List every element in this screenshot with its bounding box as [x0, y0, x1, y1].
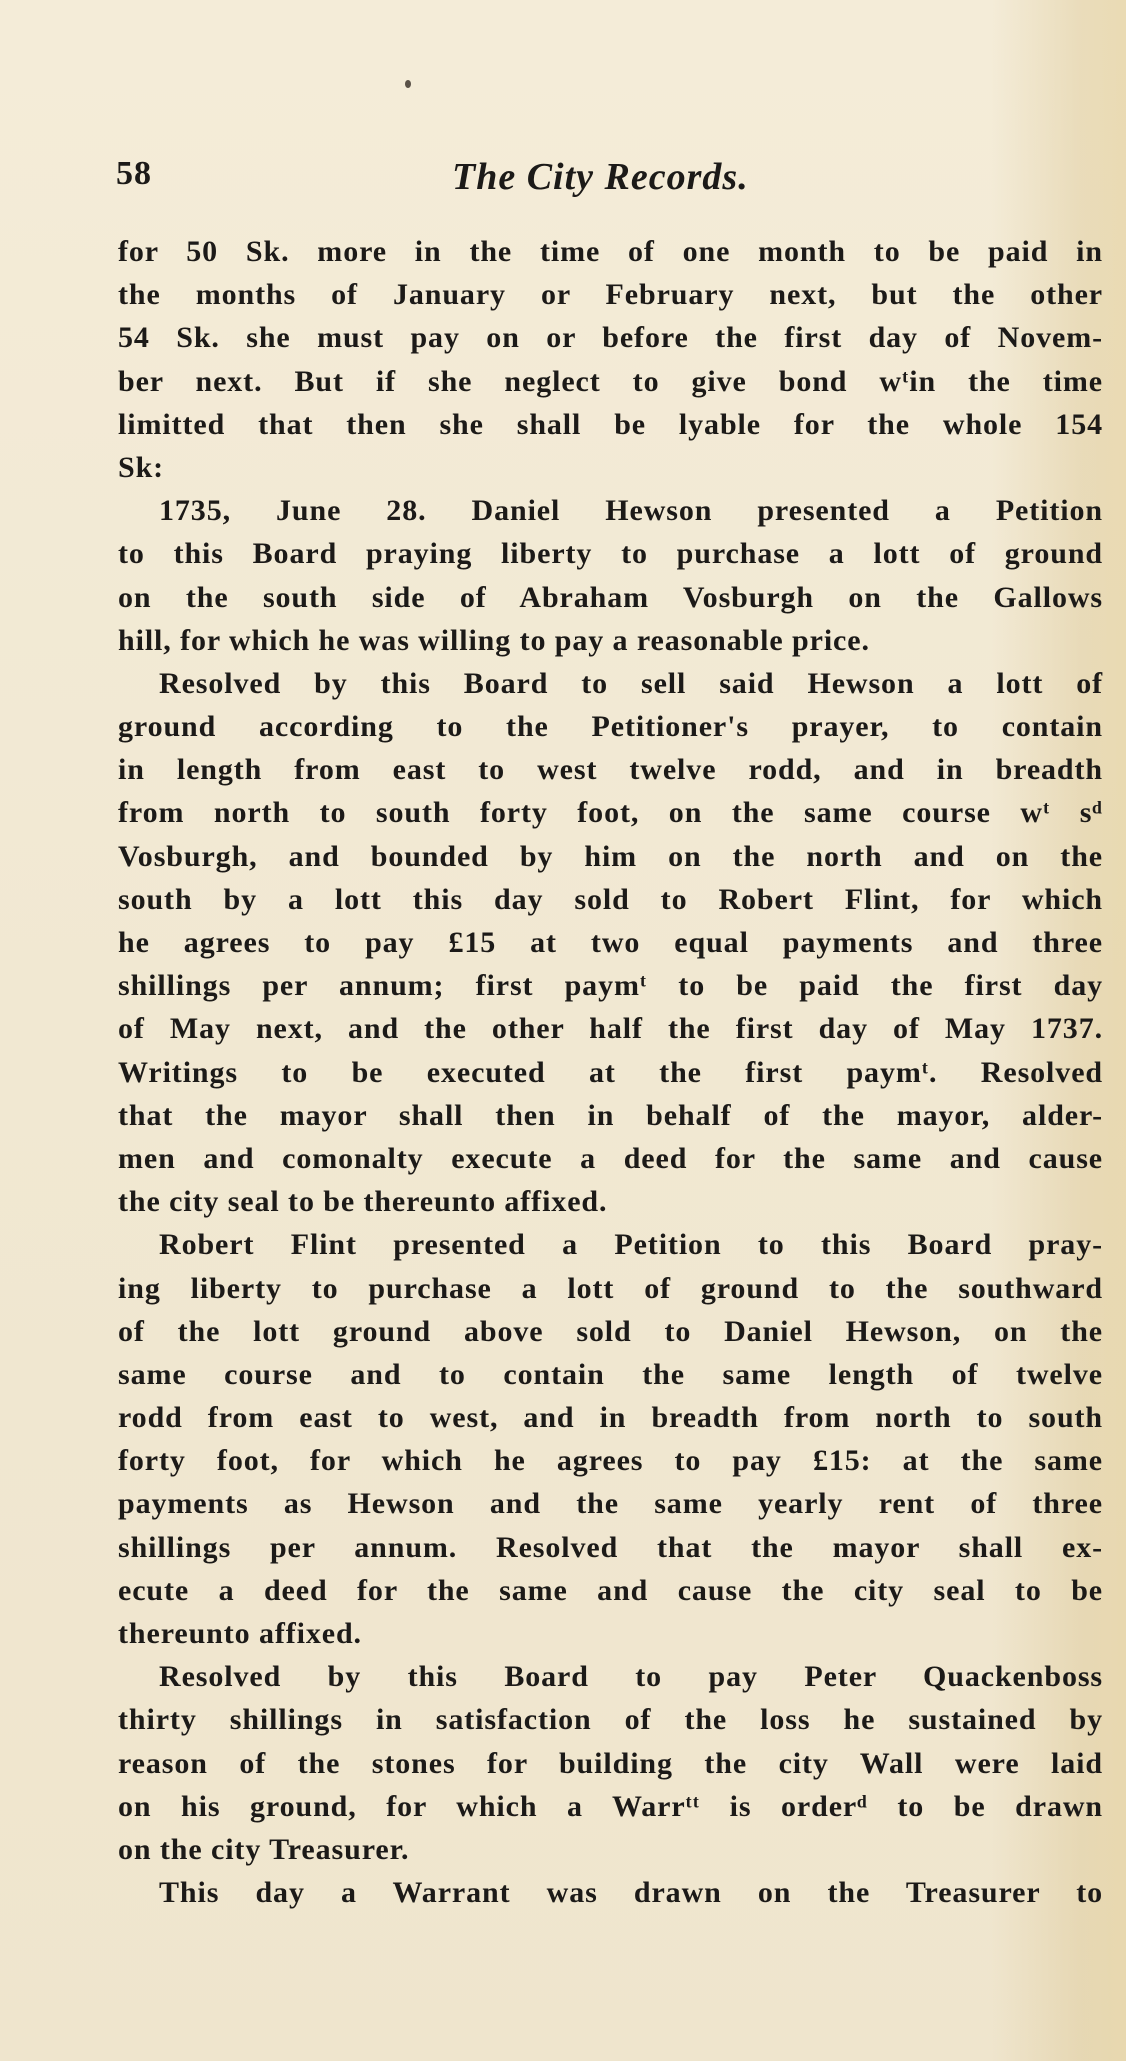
text-line: in length from east to west twelve rodd, and in breadth: [118, 753, 1103, 787]
text-line: ground according to the Petitioner's prayer, to contain: [118, 710, 1103, 744]
text-line: the city seal to be thereunto affixed.: [118, 1185, 608, 1219]
text-line: Robert Flint presented a Petition to this Board pray-: [159, 1228, 1103, 1262]
text-line: rodd from east to west, and in breadth from north to south: [118, 1401, 1103, 1435]
body-text: [118, 230, 1103, 1914]
text-line: 54 Sk. she must pay on or before the first day of Novem-: [118, 321, 1103, 355]
text-line: for 50 Sk. more in the time of one month to be paid in: [118, 235, 1103, 268]
text-line: thirty shillings in satisfaction of the loss he sustained by: [118, 1703, 1103, 1737]
text-line: on the city Treasurer.: [118, 1832, 410, 1866]
text-line: thereunto affixed.: [118, 1617, 362, 1650]
running-head: [116, 155, 1076, 205]
text-line: payments as Hewson and the same yearly rent of three: [118, 1487, 1103, 1521]
text-line: that the mayor shall then in behalf of the mayor, alder-: [118, 1098, 1103, 1132]
text-line: Writings to be executed at the first paymᵗ. Resolved: [118, 1055, 1103, 1089]
text-line: the months of January or February next, but the other: [118, 278, 1103, 312]
text-line: of May next, and the other half the first day of May 1737.: [118, 1012, 1103, 1046]
page-number: 58: [116, 155, 152, 192]
text-line: Resolved by this Board to pay Peter Quackenboss: [159, 1660, 1103, 1694]
text-line: shillings per annum. Resolved that the mayor shall ex-: [118, 1530, 1103, 1564]
text-line: men and comonalty execute a deed for the same and cause: [118, 1141, 1103, 1175]
ink-speck: [405, 80, 411, 88]
text-line: hill, for which he was willing to pay a reasonable price.: [118, 623, 870, 657]
text-line: to this Board praying liberty to purchase a lott of ground: [118, 537, 1103, 571]
text-line: Sk:: [118, 450, 165, 484]
text-line: south by a lott this day sold to Robert Flint, for which: [118, 882, 1103, 916]
text-line: ber next. But if she neglect to give bond wᵗin the time: [118, 364, 1103, 398]
text-line: same course and to contain the same length of twelve: [118, 1357, 1103, 1391]
text-line: from north to south forty foot, on the same course wᵗ sᵈ: [118, 796, 1103, 830]
text-line: ecute a deed for the same and cause the city seal to be: [118, 1573, 1103, 1607]
text-line: of the lott ground above sold to Daniel Hewson, on the: [118, 1314, 1103, 1348]
text-line: he agrees to pay £15 at two equal payments and three: [118, 926, 1103, 959]
text-line: on the south side of Abraham Vosburgh on the Gallows: [118, 580, 1103, 614]
text-line: forty foot, for which he agrees to pay £15: at the same: [118, 1444, 1103, 1478]
running-title: The City Records.: [452, 156, 749, 198]
text-line: on his ground, for which a Warrᵗᵗ is orderᵈ to be drawn: [118, 1789, 1103, 1823]
text-line: reason of the stones for building the city Wall were laid: [118, 1746, 1103, 1780]
text-line: ing liberty to purchase a lott of ground to the southward: [118, 1271, 1103, 1305]
text-line: shillings per annum; first paymᵗ to be paid the first day: [118, 969, 1103, 1003]
text-line: This day a Warrant was drawn on the Treasurer to: [159, 1876, 1103, 1910]
text-line: Vosburgh, and bounded by him on the north and on the: [118, 839, 1103, 873]
text-line: 1735, June 28. Daniel Hewson presented a Petition: [159, 494, 1103, 528]
text-line: limitted that then she shall be lyable for the whole 154: [118, 407, 1103, 441]
text-line: Resolved by this Board to sell said Hewson a lott of: [159, 666, 1103, 700]
